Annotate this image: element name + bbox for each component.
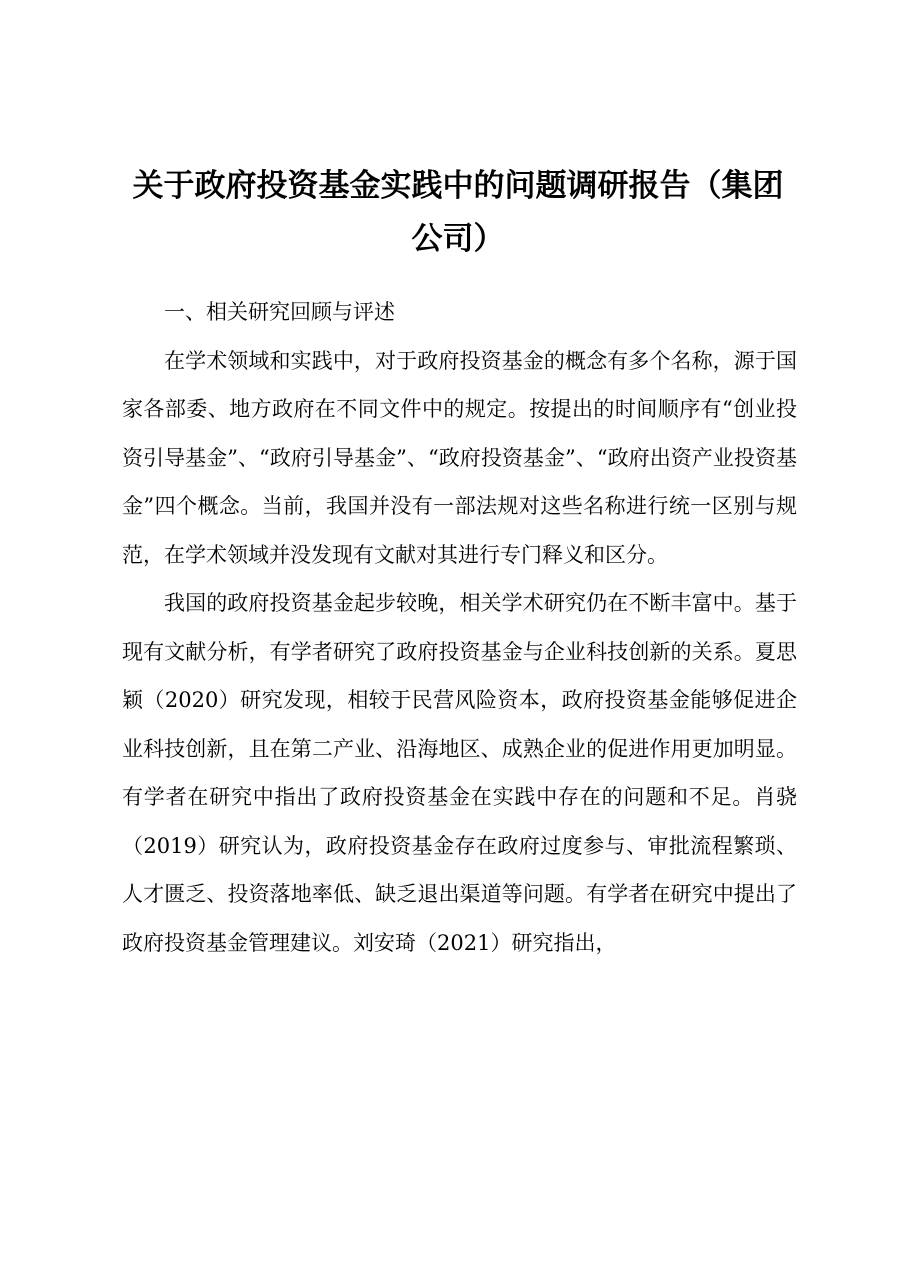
document-body [122, 288, 797, 967]
section-heading: 一、相关研究回顾与评述 [164, 300, 395, 324]
document-title: 关于政府投资基金实践中的问题调研报告（集团公司） [132, 168, 784, 257]
paragraph-2: 我国的政府投资基金起步较晚，相关学术研究仍在不断丰富中。基于现有文献分析，有学者研究了政府投资基金与企业科技创新的关系。夏思颖（2020）研究发现，相较于民营风险资本，政府投资基金能够促进企业科技创新，且在第二产业、沿海地区、成熟企业的促进作用更加明显。有学者在研究中指出了政府投资基金在实践中存在的问题和不足。肖骁（2019）研究认为，政府投资基金存在政府过度参与、审批流程繁琐、人才匮乏、投资落地率低、缺乏退出渠道等问题。有学者在研究中提出了政府投资基金管理建议。刘安琦（2021）研究指出， [122, 591, 797, 955]
paragraph-1: 在学术领域和实践中，对于政府投资基金的概念有多个名称，源于国家各部委、地方政府在不同文件中的规定。按提出的时间顺序有“创业投资引导基金”、“政府引导基金”、“政府投资基金”、“政府出资产业投资基金”四个概念。当前，我国并没有一部法规对这些名称进行统一区别与规范，在学术领域并没发现有文献对其进行专门释义和区分。 [122, 348, 797, 567]
